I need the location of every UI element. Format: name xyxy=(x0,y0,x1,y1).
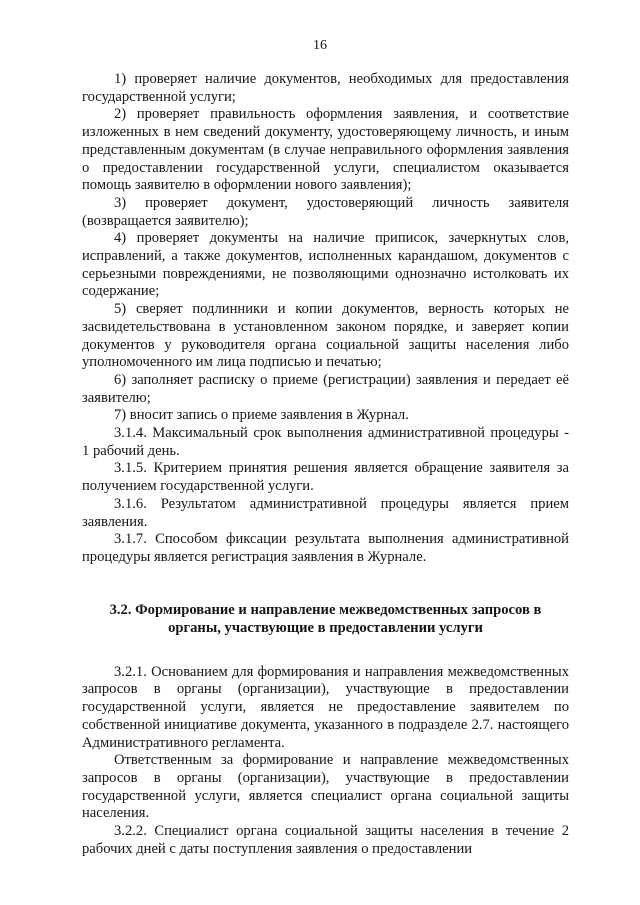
paragraph: Ответственным за формирование и направление межведомственных запросов в органы (организации), участвующие в предоставлении государственной услуги, является специалист органа социальной защиты населения. xyxy=(82,752,569,822)
section-heading: 3.2. Формирование и направление межведомственных запросов в органы, участвующие в предоставлении услуги xyxy=(109,601,542,636)
paragraph: 4) проверяет документы на наличие приписок, зачеркнутых слов, исправлений, а также документов, исполненных карандашом, документов с серьезными повреждениями, не позволяющими однозначно истолковать их содержание; xyxy=(82,230,569,300)
paragraph: 3.1.7. Способом фиксации результата выполнения административной процедуры является регистрация заявления в Журнале. xyxy=(82,531,569,565)
paragraph: 3.1.5. Критерием принятия решения является обращение заявителя за получением государственной услуги. xyxy=(82,460,569,495)
paragraph: 3) проверяет документ, удостоверяющий личность заявителя (возвращается заявителю); xyxy=(82,194,569,229)
page-number: 16 xyxy=(313,38,327,53)
paragraph: 2) проверяет правильность оформления заявления, и соответствие изложенных в нем сведений документу, удостоверяющему личность, и иным представленным документам (в случае неправильного оформления заявления о предоставлении государственной услуги, специалистом оказывается помощь заявителю в оформлении нового заявления); xyxy=(82,106,569,194)
document-body xyxy=(82,71,569,858)
paragraph: 3.1.6. Результатом административной процедуры является прием заявления. xyxy=(82,495,569,530)
paragraph: 6) заполняет расписку о приеме (регистрации) заявления и передает её заявителю; xyxy=(82,371,569,406)
paragraph: 3.1.4. Максимальный срок выполнения административной процедуры - 1 рабочий день. xyxy=(82,425,569,459)
paragraph: 3.2.2. Специалист органа социальной защиты населения в течение 2 рабочих дней с даты поступления заявления о предоставлении xyxy=(82,823,569,857)
paragraph: 5) сверяет подлинники и копии документов, верность которых не засвидетельствована в установленном законом порядке, и заверяет копии документов у руководителя органа социальной защиты населения либо уполномоченного им лица подписью и печатью; xyxy=(82,301,569,371)
paragraph: 7) вносит запись о приеме заявления в Журнал. xyxy=(114,407,409,424)
paragraph: 1) проверяет наличие документов, необходимых для предоставления государственной услуги; xyxy=(82,71,569,105)
paragraph: 3.2.1. Основанием для формирования и направления межведомственных запросов в органы (организации), участвующие в предоставлении государственной услуги, является не предоставление заявителем по собственной инициативе документа, указанного в подразделе 2.7. настоящего Административного регламента. xyxy=(82,663,569,751)
